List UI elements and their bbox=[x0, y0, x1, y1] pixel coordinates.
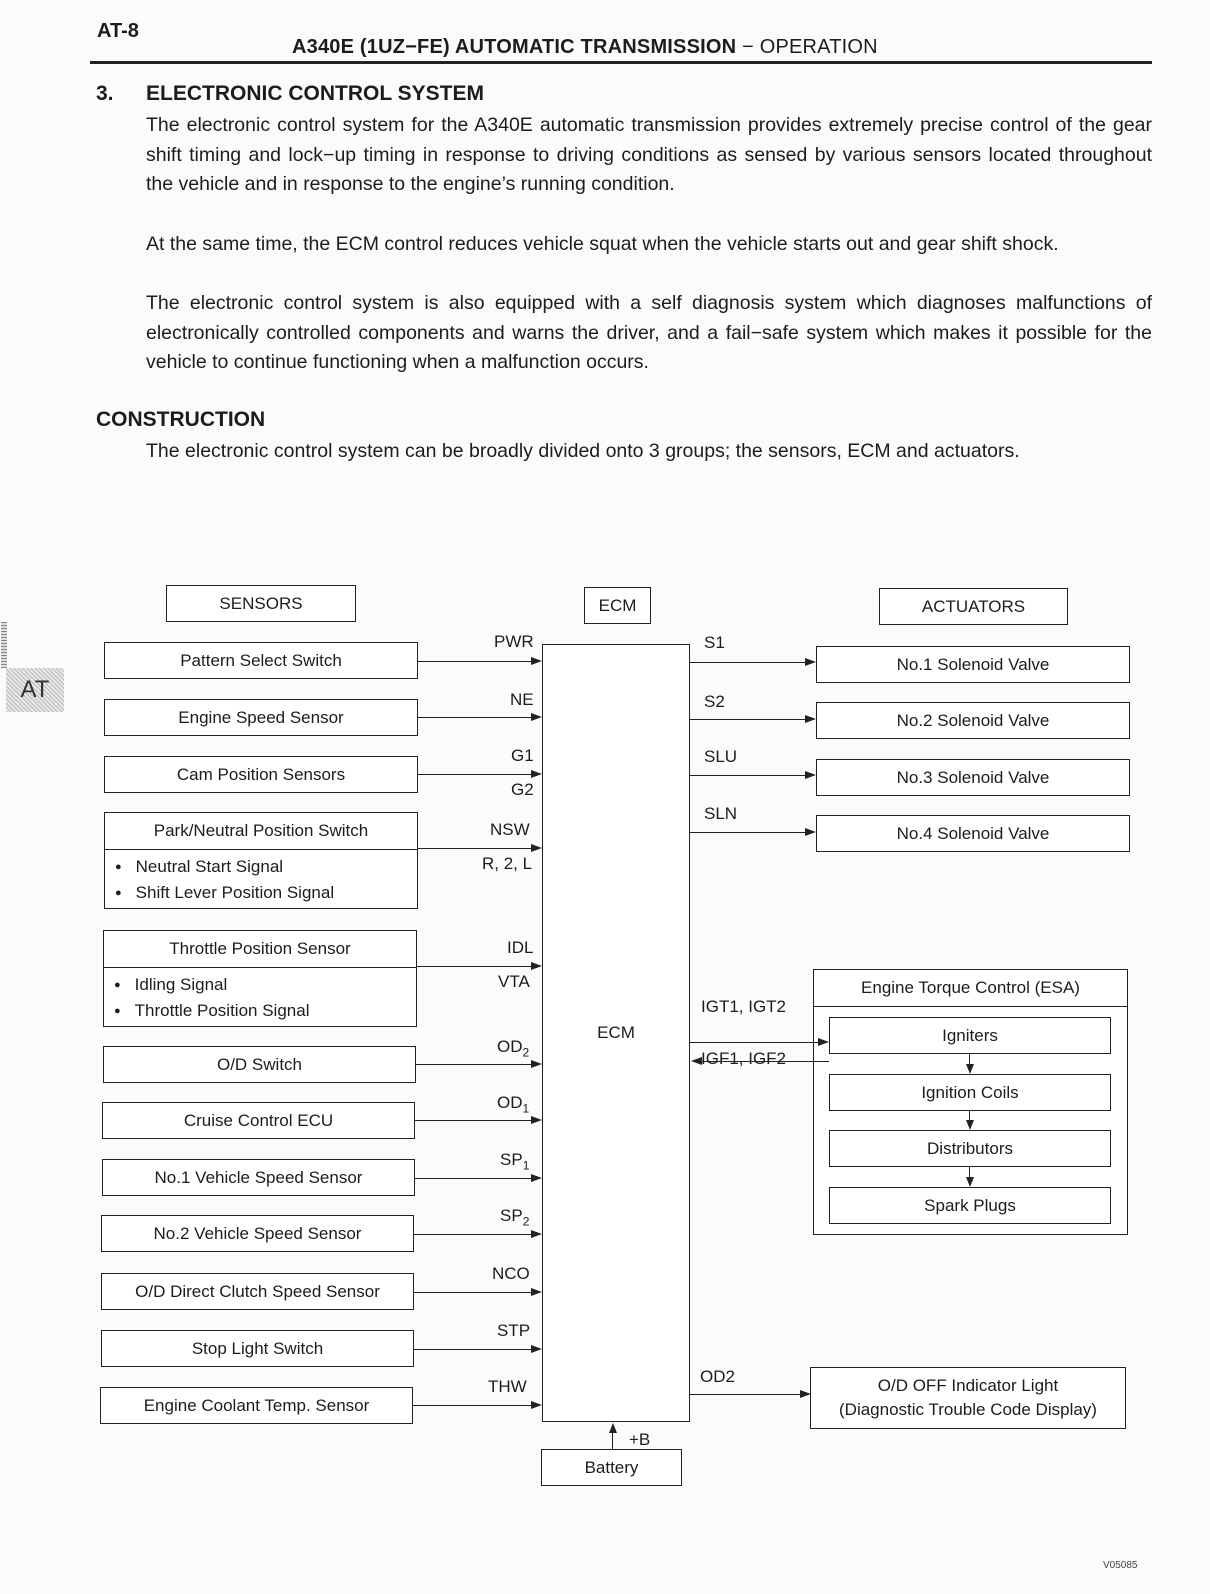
connector-line bbox=[418, 717, 533, 718]
page-title bbox=[292, 36, 878, 59]
signal-slu: SLU bbox=[704, 747, 738, 766]
sensor-cruise-control-ecu: Cruise Control ECU bbox=[102, 1102, 415, 1139]
connector-line bbox=[418, 848, 533, 849]
sensor-engine-speed: Engine Speed Sensor bbox=[104, 699, 418, 736]
arrow-right-icon bbox=[531, 657, 542, 665]
ecm-label: ECM bbox=[597, 1023, 635, 1042]
connector-line bbox=[415, 1178, 533, 1179]
connector-line bbox=[418, 661, 533, 662]
arrow-right-icon bbox=[805, 658, 816, 666]
arrow-down-icon bbox=[966, 1064, 974, 1074]
signal-vta: VTA bbox=[498, 972, 530, 991]
arrow-right-icon bbox=[531, 962, 542, 970]
signal-sp2: $SP_2$ bbox=[500, 1206, 530, 1229]
sensor-title: Park/Neutral Position Switch bbox=[105, 813, 417, 850]
signal-od2-out: OD2 bbox=[700, 1367, 735, 1386]
section-number: 3. bbox=[96, 82, 114, 105]
indicator-line-1: O/D OFF Indicator Light bbox=[877, 1376, 1059, 1395]
paragraph-3: The electronic control system is also equipped with a self diagnosis system which diagnoses malfunctions of electronically controlled components and warns the driver, and a fail−safe system which makes it possible for the vehicle to continue functioning when a malfunction occurs. bbox=[146, 292, 1152, 374]
signal-r2l: R, 2, L bbox=[482, 854, 533, 873]
connector-line bbox=[612, 1431, 613, 1449]
arrow-right-icon bbox=[531, 1401, 542, 1409]
actuator-solenoid-4: No.4 Solenoid Valve bbox=[816, 815, 1130, 852]
actuator-solenoid-3: No.3 Solenoid Valve bbox=[816, 759, 1130, 796]
sensor-title: Throttle Position Sensor bbox=[104, 931, 416, 968]
ecm-block bbox=[542, 644, 690, 1422]
signal-thw: THW bbox=[488, 1377, 527, 1396]
connector-line bbox=[690, 719, 807, 720]
signal-od2-in: $OD_2$ bbox=[497, 1037, 530, 1060]
title-suffix: − OPERATION bbox=[736, 36, 878, 58]
esa-ignition-coils: Ignition Coils bbox=[829, 1074, 1111, 1111]
bullet-item: ● Idling Signal bbox=[114, 973, 416, 999]
esa-igniters: Igniters bbox=[829, 1017, 1111, 1054]
section-tab: AT bbox=[6, 668, 64, 712]
signal-s2: S2 bbox=[704, 692, 725, 711]
arrow-right-icon bbox=[800, 1390, 811, 1398]
signal-s1: S1 bbox=[704, 633, 725, 652]
connector-line bbox=[414, 1292, 533, 1293]
arrow-down-icon bbox=[966, 1177, 974, 1187]
figure-id: V05085 bbox=[1103, 1560, 1138, 1571]
bullet-item: ● Throttle Position Signal bbox=[114, 999, 416, 1025]
arrow-right-icon bbox=[531, 770, 542, 778]
signal-stp: STP bbox=[497, 1321, 531, 1340]
connector-line bbox=[417, 966, 533, 967]
construction-paragraph: The electronic control system can be broadly divided onto 3 groups; the sensors, ECM and actuators. bbox=[146, 440, 1020, 462]
ecm-header: ECM bbox=[584, 587, 651, 624]
sensor-vehicle-speed-2: No.2 Vehicle Speed Sensor bbox=[101, 1215, 414, 1252]
signal-idl: IDL bbox=[507, 938, 534, 957]
sensor-vehicle-speed-1: No.1 Vehicle Speed Sensor bbox=[102, 1159, 415, 1196]
arrow-down-icon bbox=[966, 1120, 974, 1130]
arrow-right-icon bbox=[531, 1230, 542, 1238]
bullet-item: ● Shift Lever Position Signal bbox=[115, 881, 417, 907]
esa-spark-plugs: Spark Plugs bbox=[829, 1187, 1111, 1224]
arrow-right-icon bbox=[531, 1116, 542, 1124]
connector-line bbox=[690, 1394, 802, 1395]
paragraph-1: The electronic control system for the A340E automatic transmission provides extremely precise control of the gear shift timing and lock−up timing in response to driving conditions as sensed by various sensors located throughout the vehicle and in response to the engine’s running condition. bbox=[146, 114, 1152, 196]
actuator-solenoid-1: No.1 Solenoid Valve bbox=[816, 646, 1130, 683]
signal-nco: NCO bbox=[492, 1264, 530, 1283]
connector-line bbox=[690, 832, 807, 833]
arrow-right-icon bbox=[531, 713, 542, 721]
sensor-cam-position: Cam Position Sensors bbox=[104, 756, 418, 793]
od-off-indicator bbox=[810, 1367, 1126, 1429]
connector-line bbox=[690, 775, 807, 776]
construction-title: CONSTRUCTION bbox=[96, 408, 266, 431]
signal-pwr: PWR bbox=[494, 632, 534, 651]
sensor-od-direct-clutch-speed: O/D Direct Clutch Speed Sensor bbox=[101, 1273, 414, 1310]
title-main: A340E (1UZ−FE) AUTOMATIC TRANSMISSION bbox=[292, 36, 737, 58]
signal-igf: IGF1, IGF2 bbox=[701, 1049, 787, 1068]
connector-line bbox=[414, 1234, 533, 1235]
page-number: AT-8 bbox=[97, 20, 139, 42]
esa-title: Engine Torque Control (ESA) bbox=[814, 970, 1127, 1007]
arrow-right-icon bbox=[531, 844, 542, 852]
sensor-throttle-position bbox=[103, 930, 417, 1027]
signal-od1: $OD_1$ bbox=[497, 1093, 530, 1116]
paragraph-2: At the same time, the ECM control reduces vehicle squat when the vehicle starts out and gear shift shock. bbox=[146, 233, 1059, 255]
arrow-right-icon bbox=[805, 715, 816, 723]
sensors-header: SENSORS bbox=[166, 585, 356, 622]
sensor-od-switch: O/D Switch bbox=[103, 1046, 416, 1083]
actuators-header: ACTUATORS bbox=[879, 588, 1068, 625]
section-title: ELECTRONIC CONTROL SYSTEM bbox=[146, 82, 484, 105]
sensor-engine-coolant-temp: Engine Coolant Temp. Sensor bbox=[100, 1387, 413, 1424]
signal-g2: G2 bbox=[511, 780, 534, 799]
arrow-right-icon bbox=[531, 1174, 542, 1182]
bullet-item: ● Neutral Start Signal bbox=[115, 855, 417, 881]
arrow-right-icon bbox=[818, 1038, 829, 1046]
connector-line bbox=[416, 1064, 533, 1065]
signal-sp1: $SP_1$ bbox=[500, 1150, 530, 1173]
arrow-right-icon bbox=[805, 828, 816, 836]
connector-line bbox=[415, 1120, 533, 1121]
connector-line bbox=[690, 662, 807, 663]
binding-mark bbox=[1, 622, 7, 668]
arrow-right-icon bbox=[805, 771, 816, 779]
header-rule bbox=[90, 61, 1152, 64]
connector-line bbox=[418, 774, 533, 775]
arrow-right-icon bbox=[531, 1060, 542, 1068]
signal-igt: IGT1, IGT2 bbox=[701, 997, 787, 1016]
connector-line bbox=[413, 1405, 533, 1406]
sensor-stop-light-switch: Stop Light Switch bbox=[101, 1330, 414, 1367]
indicator-line-2: (Diagnostic Trouble Code Display) bbox=[839, 1400, 1097, 1419]
battery-box: Battery bbox=[541, 1449, 682, 1486]
connector-line bbox=[690, 1042, 820, 1043]
sensor-park-neutral-switch bbox=[104, 812, 418, 909]
signal-g1: G1 bbox=[511, 746, 534, 765]
signal-nsw: NSW bbox=[490, 820, 530, 839]
arrow-right-icon bbox=[531, 1345, 542, 1353]
signal-plus-b: +B bbox=[629, 1430, 651, 1449]
sensor-pattern-select-switch: Pattern Select Switch bbox=[104, 642, 418, 679]
signal-sln: SLN bbox=[704, 804, 738, 823]
arrow-up-icon bbox=[609, 1423, 617, 1433]
esa-distributors: Distributors bbox=[829, 1130, 1111, 1167]
actuator-solenoid-2: No.2 Solenoid Valve bbox=[816, 702, 1130, 739]
signal-ne: NE bbox=[510, 690, 534, 709]
arrow-right-icon bbox=[531, 1288, 542, 1296]
connector-line bbox=[414, 1349, 533, 1350]
